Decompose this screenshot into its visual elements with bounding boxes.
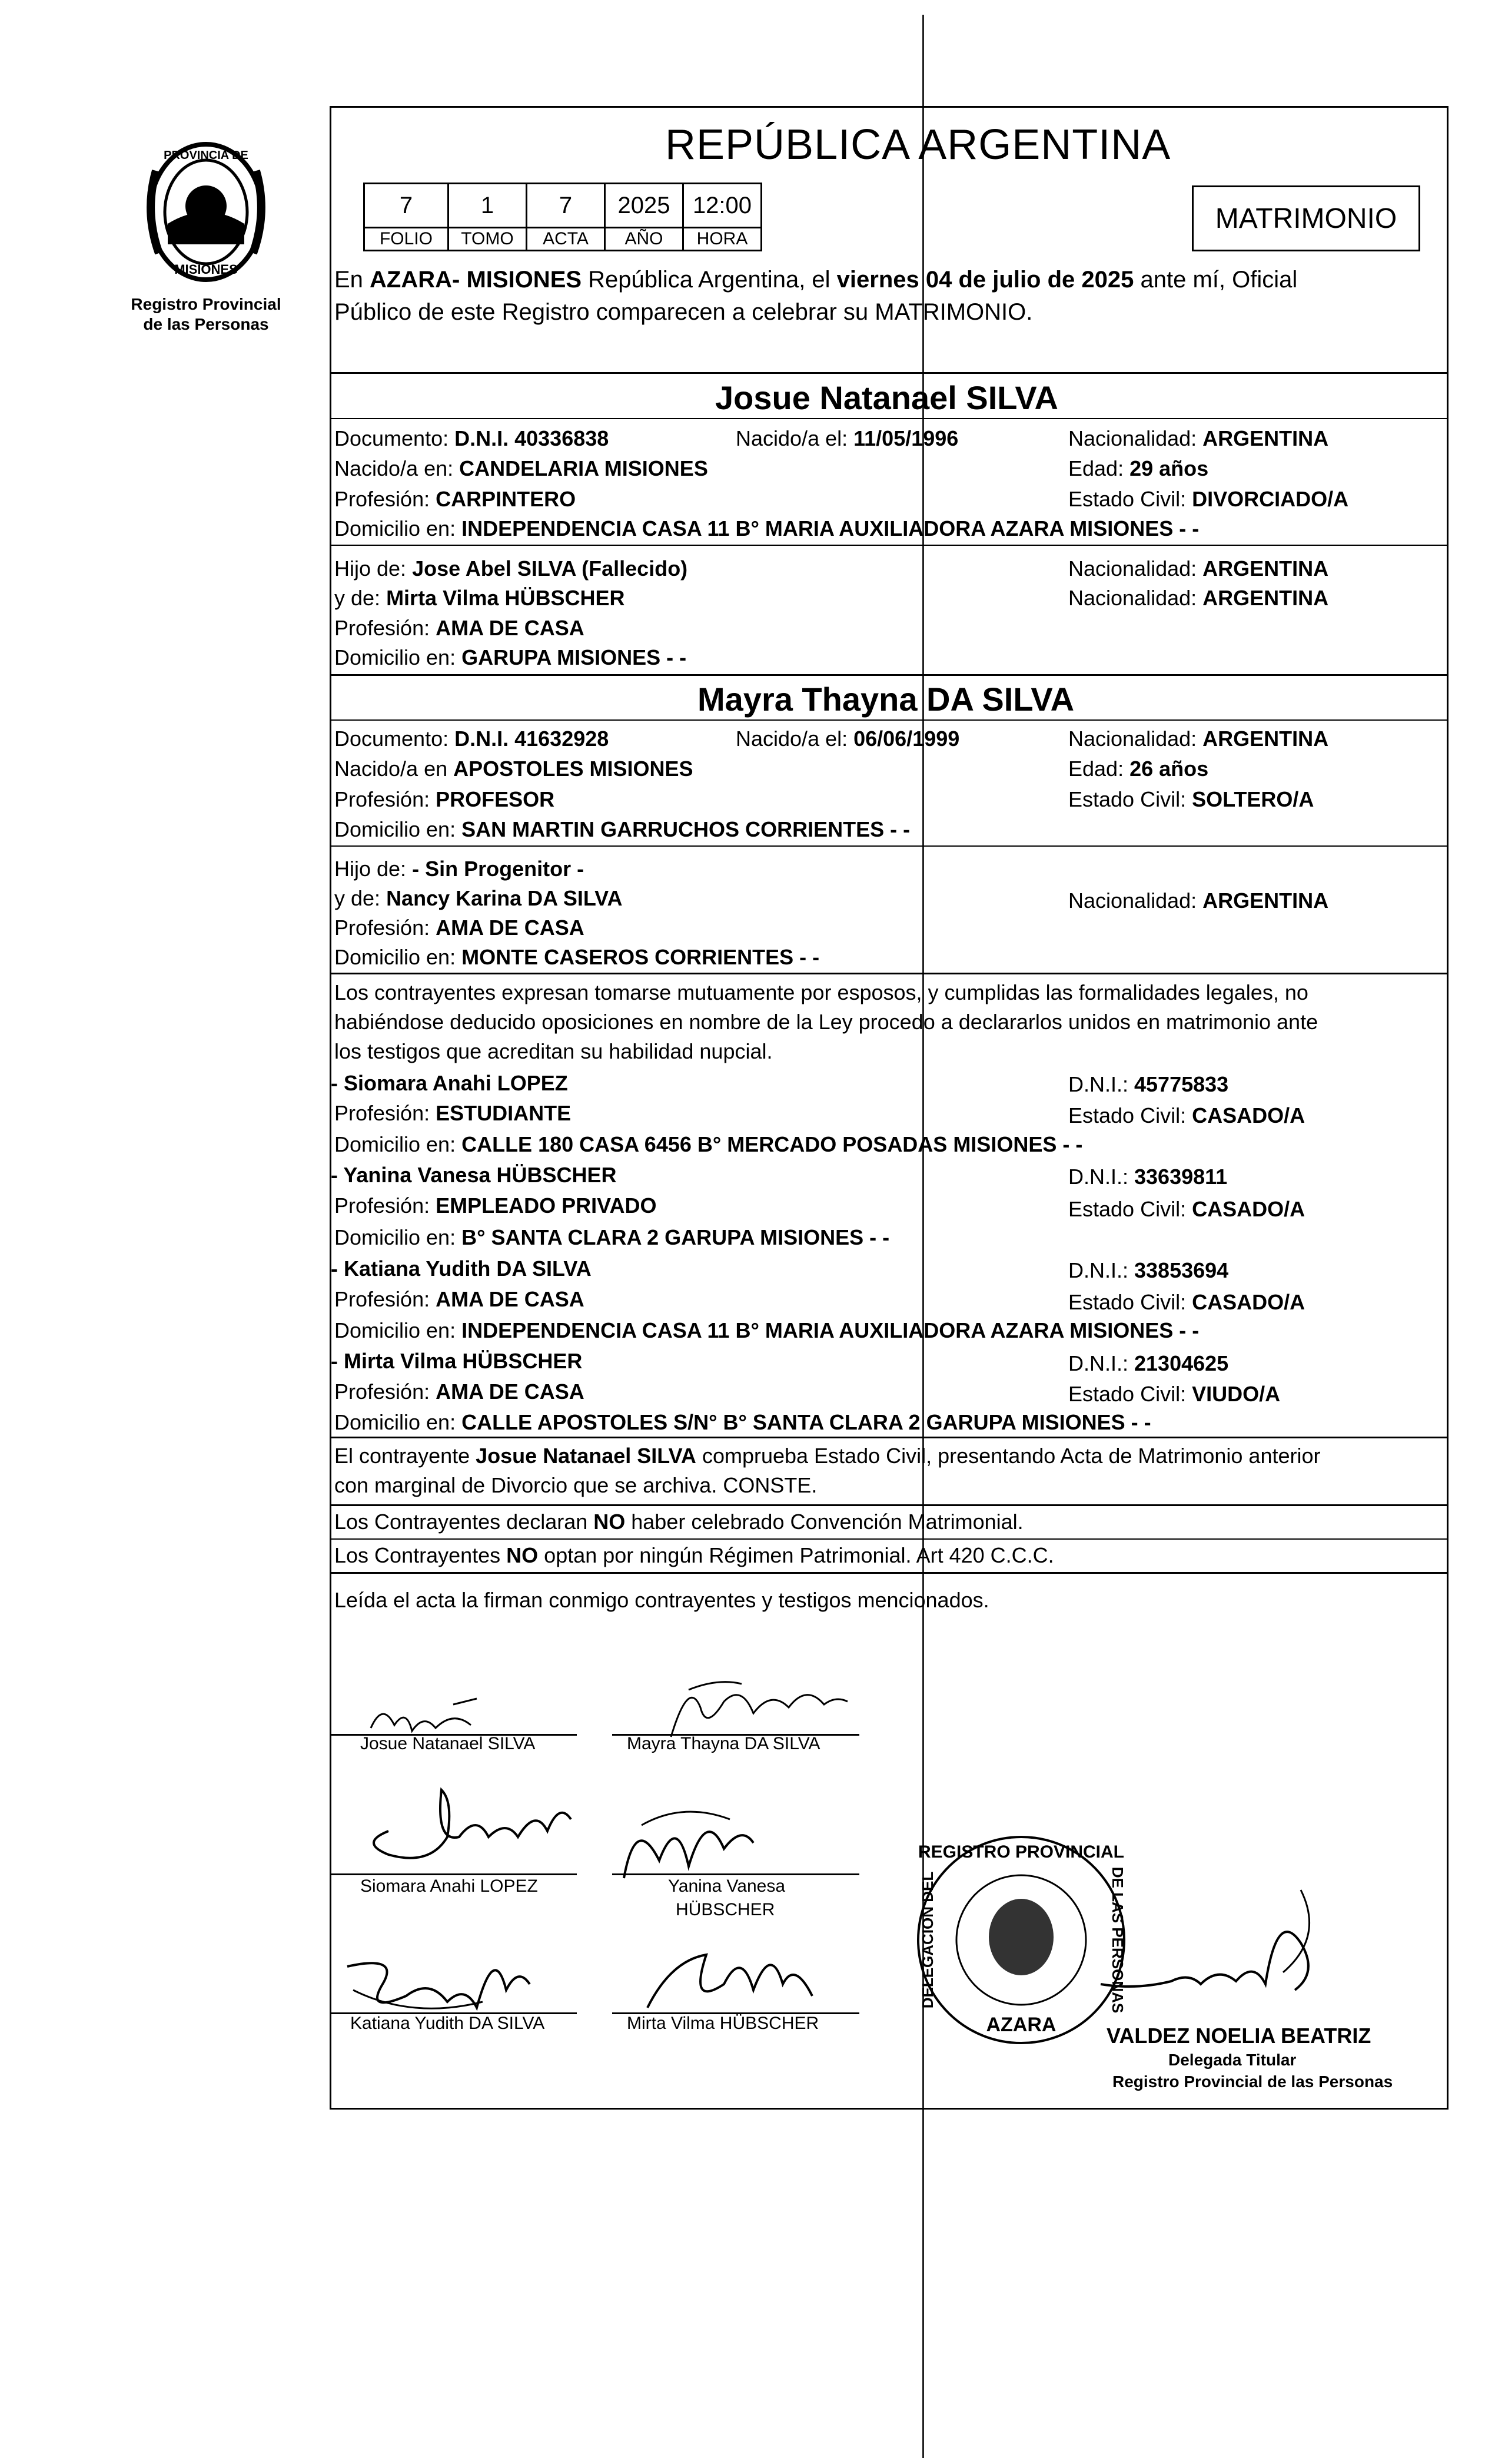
groom-place: [334, 458, 708, 479]
official-name: VALDEZ NOELIA BEATRIZ: [1107, 2024, 1371, 2048]
bride-place-label: Nacido/a en: [334, 757, 454, 781]
bride-parent-dom-label: Domicilio en:: [334, 945, 462, 969]
witness-2-dom-label: Domicilio en:: [334, 1225, 462, 1249]
groom-age-value: 29 años: [1129, 456, 1209, 480]
witness-1-dom-value: CALLE 180 CASA 6456 B° MERCADO POSADAS MISIONES - -: [461, 1132, 1083, 1156]
bride-dom-value: SAN MARTIN GARRUCHOS CORRIENTES - -: [461, 817, 911, 841]
witness-4-civil-label: Estado Civil:: [1068, 1382, 1192, 1406]
bride-name: Mayra Thayna DA SILVA: [697, 681, 1075, 718]
note-text-b: comprueba Estado Civil, presentando Acta de Matrimonio anterior: [696, 1444, 1321, 1468]
witness-3-dni-value: 33853694: [1134, 1258, 1229, 1282]
bride-age-value: 26 años: [1129, 757, 1209, 781]
intro-date: viernes 04 de julio de 2025: [836, 267, 1134, 293]
conventions-text-c: Los Contrayentes: [334, 1543, 507, 1567]
witness-3-dni: [1068, 1260, 1228, 1281]
groom-dom: [334, 518, 1199, 539]
witness-2-dom: [334, 1227, 889, 1248]
stamp-bottom-text: AZARA: [986, 2014, 1057, 2036]
witness-1-civil-label: Estado Civil:: [1068, 1103, 1192, 1127]
groom-father-value: Jose Abel SILVA (Fallecido): [412, 556, 688, 581]
witness-3-prof-value: AMA DE CASA: [436, 1287, 584, 1311]
act-type-box: MATRIMONIO: [1192, 185, 1420, 251]
bride-signature-label: Mayra Thayna DA SILVA: [627, 1734, 820, 1753]
witness-2-prof: [334, 1195, 656, 1216]
witness-3-prof: [334, 1289, 584, 1310]
note-text-a: El contrayente: [334, 1444, 476, 1468]
declaration-line-1: Los contrayentes expresan tomarse mutuamente por esposos, y cumplidas las formalidades legales, no: [334, 980, 1308, 1004]
bride-place: [334, 758, 693, 780]
conventions-line-2: [334, 1545, 1054, 1566]
witness-4-dni-label: D.N.I.:: [1068, 1351, 1135, 1375]
groom-age: [1068, 458, 1208, 479]
bride-civil: [1068, 789, 1314, 810]
groom-father: [334, 558, 687, 579]
acta-label: ACTA: [527, 228, 605, 251]
intro-line-2: Público de este Registro comparecen a celebrar su MATRIMONIO.: [334, 299, 1033, 325]
witness-1-prof-value: ESTUDIANTE: [436, 1101, 572, 1125]
groom-father-label: Hijo de:: [334, 556, 413, 581]
bride-doc: [334, 728, 609, 750]
tomo-label: TOMO: [448, 228, 527, 251]
intro-line-1: [334, 268, 1297, 291]
official-signature: [1089, 1872, 1336, 2014]
seal-bottom-text: MISIONES: [174, 262, 238, 277]
bride-dom-label: Domicilio en:: [334, 817, 462, 841]
groom-signature-label: Josue Natanael SILVA: [360, 1734, 536, 1753]
witness-4-dom: [334, 1412, 1151, 1433]
groom-prof-label: Profesión:: [334, 487, 436, 511]
groom-father-nat-value: ARGENTINA: [1202, 556, 1329, 581]
witness-1-civil: [1068, 1105, 1305, 1126]
bride-father-value: - Sin Progenitor -: [412, 857, 584, 881]
bride-prof-value: PROFESOR: [436, 787, 555, 811]
bride-parent-prof-value: AMA DE CASA: [436, 916, 584, 940]
groom-parent-prof-value: AMA DE CASA: [436, 616, 584, 640]
frame-top-border: [330, 106, 1447, 108]
groom-parent-dom-value: GARUPA MISIONES - -: [461, 645, 687, 669]
bride-place-value: APOSTOLES MISIONES: [453, 757, 693, 781]
groom-nat: [1068, 428, 1328, 449]
bride-parent-prof: [334, 917, 584, 938]
witness-4-dom-label: Domicilio en:: [334, 1410, 462, 1434]
hora-label: HORA: [683, 228, 762, 251]
divider-declaration: [330, 973, 1447, 974]
witness-2-civil: [1068, 1199, 1305, 1220]
bride-prof: [334, 789, 554, 810]
groom-mother: [334, 588, 624, 609]
witness-3-prof-label: Profesión:: [334, 1287, 436, 1311]
witness-1-prof: [334, 1103, 571, 1124]
folio-table: [363, 183, 762, 251]
witness-4-civil-value: VIUDO/A: [1192, 1382, 1281, 1406]
stamp-top-text: REGISTRO PROVINCIAL: [918, 1842, 1125, 1862]
witness-3-dni-label: D.N.I.:: [1068, 1258, 1135, 1282]
groom-doc-value: D.N.I. 40336838: [454, 426, 609, 450]
bride-nat-value: ARGENTINA: [1202, 727, 1329, 751]
logo-caption: [118, 294, 294, 334]
groom-name-underline: [330, 418, 1447, 419]
witness-3-dom-label: Domicilio en:: [334, 1318, 462, 1342]
witness-4-dom-value: CALLE APOSTOLES S/N° B° SANTA CLARA 2 GARUPA MISIONES - -: [461, 1410, 1151, 1434]
bride-parents-divider: [330, 845, 1447, 847]
witness-4-prof-value: AMA DE CASA: [436, 1379, 584, 1404]
witness-2-dni-value: 33639811: [1134, 1165, 1228, 1189]
groom-parents-divider: [330, 545, 1447, 546]
witness-3-name: - Katiana Yudith DA SILVA: [331, 1256, 592, 1281]
closing-text: Leída el acta la firman conmigo contrayentes y testigos mencionados.: [334, 1588, 989, 1612]
divider-note: [330, 1437, 1447, 1438]
page-title: REPÚBLICA ARGENTINA: [665, 121, 1171, 168]
groom-dom-label: Domicilio en:: [334, 516, 462, 540]
official-role: Delegada Titular: [1168, 2051, 1297, 2069]
groom-parent-prof: [334, 618, 584, 639]
witness-1-signature-line: [330, 1873, 577, 1875]
groom-doc: [334, 428, 609, 449]
conventions-no-2: NO: [506, 1543, 539, 1567]
bride-age: [1068, 758, 1208, 780]
bride-born-label: Nacido/a el:: [736, 727, 854, 751]
province-seal-logo: [132, 135, 280, 288]
groom-prof: [334, 489, 576, 510]
witness-4-prof: [334, 1381, 584, 1402]
groom-mother-label: y de:: [334, 586, 387, 610]
conventions-text-b: haber celebrado Convención Matrimonial.: [625, 1510, 1024, 1534]
groom-name: Josue Natanael SILVA: [715, 379, 1058, 416]
witness-1-prof-label: Profesión:: [334, 1101, 436, 1125]
anio-value: 2025: [605, 184, 683, 228]
bride-parent-dom: [334, 947, 819, 968]
groom-nat-label: Nacionalidad:: [1068, 426, 1203, 450]
conventions-line-1: [334, 1511, 1024, 1533]
groom-father-nat-label: Nacionalidad:: [1068, 556, 1203, 581]
bride-prof-label: Profesión:: [334, 787, 436, 811]
conventions-text-a: Los Contrayentes declaran: [334, 1510, 594, 1534]
bride-father-label: Hijo de:: [334, 857, 413, 881]
witness-4-dni-value: 21304625: [1134, 1351, 1229, 1375]
groom-mother-nat-label: Nacionalidad:: [1068, 586, 1203, 610]
bride-parent-prof-label: Profesión:: [334, 916, 436, 940]
divider-groom: [330, 372, 1447, 374]
groom-mother-nat-value: ARGENTINA: [1202, 586, 1329, 610]
witness-2-dom-value: B° SANTA CLARA 2 GARUPA MISIONES - -: [461, 1225, 890, 1249]
tomo-value: 1: [448, 184, 527, 228]
witness-3-dom: [334, 1320, 1199, 1341]
witness-4-signature: [636, 1925, 824, 2019]
groom-born-label: Nacido/a el:: [736, 426, 854, 450]
folio-value: 7: [364, 184, 448, 228]
bride-mother-nat: [1068, 890, 1328, 911]
witness-1-dni: [1068, 1074, 1228, 1095]
divider-regime: [330, 1538, 1447, 1540]
divider-closing: [330, 1572, 1447, 1574]
bride-civil-label: Estado Civil:: [1068, 787, 1192, 811]
conventions-text-d: optan por ningún Régimen Patrimonial. Art 420 C.C.C.: [538, 1543, 1054, 1567]
bride-doc-value: D.N.I. 41632928: [454, 727, 609, 751]
groom-parent-prof-label: Profesión:: [334, 616, 436, 640]
groom-nat-value: ARGENTINA: [1202, 426, 1329, 450]
witness-1-name: - Siomara Anahi LOPEZ: [331, 1071, 568, 1095]
witness-2-signature-label-2: HÜBSCHER: [676, 1900, 775, 1919]
witness-1-signature-label: Siomara Anahi LOPEZ: [360, 1876, 538, 1896]
logo-caption-line2: de las Personas: [143, 314, 269, 333]
groom-prof-value: CARPINTERO: [436, 487, 576, 511]
stamp-left-text: DELEGACION DEL: [919, 1871, 936, 2009]
groom-born: [736, 428, 958, 449]
bride-born: [736, 728, 959, 750]
bride-parent-dom-value: MONTE CASEROS CORRIENTES - -: [461, 945, 820, 969]
bride-civil-value: SOLTERO/A: [1192, 787, 1314, 811]
acta-value: 7: [527, 184, 605, 228]
witness-4-signature-label: Mirta Vilma HÜBSCHER: [627, 2014, 819, 2033]
intro-place: AZARA- MISIONES: [370, 267, 582, 293]
divider-bride: [330, 674, 1447, 676]
witness-4-prof-label: Profesión:: [334, 1379, 436, 1404]
witness-3-civil-value: CASADO/A: [1192, 1290, 1305, 1314]
witness-2-name: - Yanina Vanesa HÜBSCHER: [331, 1163, 617, 1187]
witness-1-dni-value: 45775833: [1134, 1072, 1229, 1096]
anio-label: AÑO: [605, 228, 683, 251]
witness-1-dom: [334, 1134, 1082, 1155]
witness-4-name: - Mirta Vilma HÜBSCHER: [331, 1349, 583, 1373]
bride-mother-value: Nancy Karina DA SILVA: [386, 886, 623, 910]
witness-2-civil-value: CASADO/A: [1192, 1197, 1305, 1221]
witness-2-dni: [1068, 1166, 1227, 1188]
logo-caption-line1: Registro Provincial: [131, 295, 281, 313]
declaration-line-2: habiéndose deducido oposiciones en nombre de la Ley procedo a declararlos unidos en matrimonio ante: [334, 1010, 1318, 1034]
official-org: Registro Provincial de las Personas: [1112, 2072, 1393, 2091]
hora-value: 12:00: [683, 184, 762, 228]
bride-age-label: Edad:: [1068, 757, 1130, 781]
stamp-right-text: DE LAS PERSONAS: [1109, 1866, 1127, 2014]
groom-born-value: 11/05/1996: [853, 426, 959, 450]
bride-father: [334, 858, 584, 880]
seal-top-text: PROVINCIA DE: [164, 149, 248, 162]
groom-age-label: Edad:: [1068, 456, 1130, 480]
intro-text-b: República Argentina, el: [582, 267, 837, 293]
witness-3-dom-value: INDEPENDENCIA CASA 11 B° MARIA AUXILIADORA AZARA MISIONES - -: [461, 1318, 1200, 1342]
note-line-1: [334, 1445, 1321, 1467]
witness-3-signature-label: Katiana Yudith DA SILVA: [350, 2014, 545, 2033]
witness-2-signature-line: [612, 1873, 859, 1875]
groom-place-value: CANDELARIA MISIONES: [459, 456, 708, 480]
bride-doc-label: Documento:: [334, 727, 455, 751]
folio-label: FOLIO: [364, 228, 448, 251]
groom-place-label: Nacido/a en:: [334, 456, 460, 480]
groom-dom-value: INDEPENDENCIA CASA 11 B° MARIA AUXILIADORA AZARA MISIONES - -: [461, 516, 1200, 540]
bride-born-value: 06/06/1999: [853, 727, 960, 751]
witness-4-civil: [1068, 1384, 1280, 1405]
witness-1-dni-label: D.N.I.:: [1068, 1072, 1135, 1096]
witness-2-civil-label: Estado Civil:: [1068, 1197, 1192, 1221]
groom-parent-dom: [334, 647, 686, 668]
divider-conventions: [330, 1504, 1447, 1506]
intro-text-c: ante mí, Oficial: [1134, 267, 1298, 293]
groom-mother-nat: [1068, 588, 1328, 609]
bride-dom: [334, 819, 910, 840]
intro-text-a: En: [334, 267, 370, 293]
conventions-no-1: NO: [593, 1510, 626, 1534]
witness-2-dni-label: D.N.I.:: [1068, 1165, 1135, 1189]
note-line-2: con marginal de Divorcio que se archiva. CONSTE.: [334, 1473, 818, 1497]
witness-3-civil-label: Estado Civil:: [1068, 1290, 1192, 1314]
groom-father-nat: [1068, 558, 1328, 579]
bride-name-underline: [330, 719, 1447, 721]
groom-doc-label: Documento:: [334, 426, 455, 450]
witness-3-civil: [1068, 1292, 1305, 1313]
groom-parent-dom-label: Domicilio en:: [334, 645, 462, 669]
note-name: Josue Natanael SILVA: [476, 1444, 696, 1468]
bride-mother-nat-value: ARGENTINA: [1202, 888, 1329, 913]
groom-mother-value: Mirta Vilma HÜBSCHER: [386, 586, 625, 610]
groom-civil-value: DIVORCIADO/A: [1192, 487, 1349, 511]
witness-1-dom-label: Domicilio en:: [334, 1132, 462, 1156]
groom-civil: [1068, 489, 1348, 510]
witness-2-prof-label: Profesión:: [334, 1193, 436, 1218]
witness-1-civil-value: CASADO/A: [1192, 1103, 1305, 1127]
witness-3-signature: [330, 1919, 577, 2025]
bride-mother-nat-label: Nacionalidad:: [1068, 888, 1203, 913]
bride-mother-label: y de:: [334, 886, 387, 910]
witness-2-prof-value: EMPLEADO PRIVADO: [436, 1193, 657, 1218]
bride-mother: [334, 888, 623, 909]
witness-2-signature-label-1: Yanina Vanesa: [668, 1876, 786, 1896]
bride-nat-label: Nacionalidad:: [1068, 727, 1203, 751]
groom-civil-label: Estado Civil:: [1068, 487, 1192, 511]
declaration-line-3: los testigos que acreditan su habilidad nupcial.: [334, 1039, 773, 1063]
bride-signature: [653, 1672, 865, 1743]
witness-1-signature: [353, 1766, 589, 1878]
bride-nat: [1068, 728, 1328, 750]
witness-4-dni: [1068, 1353, 1228, 1374]
